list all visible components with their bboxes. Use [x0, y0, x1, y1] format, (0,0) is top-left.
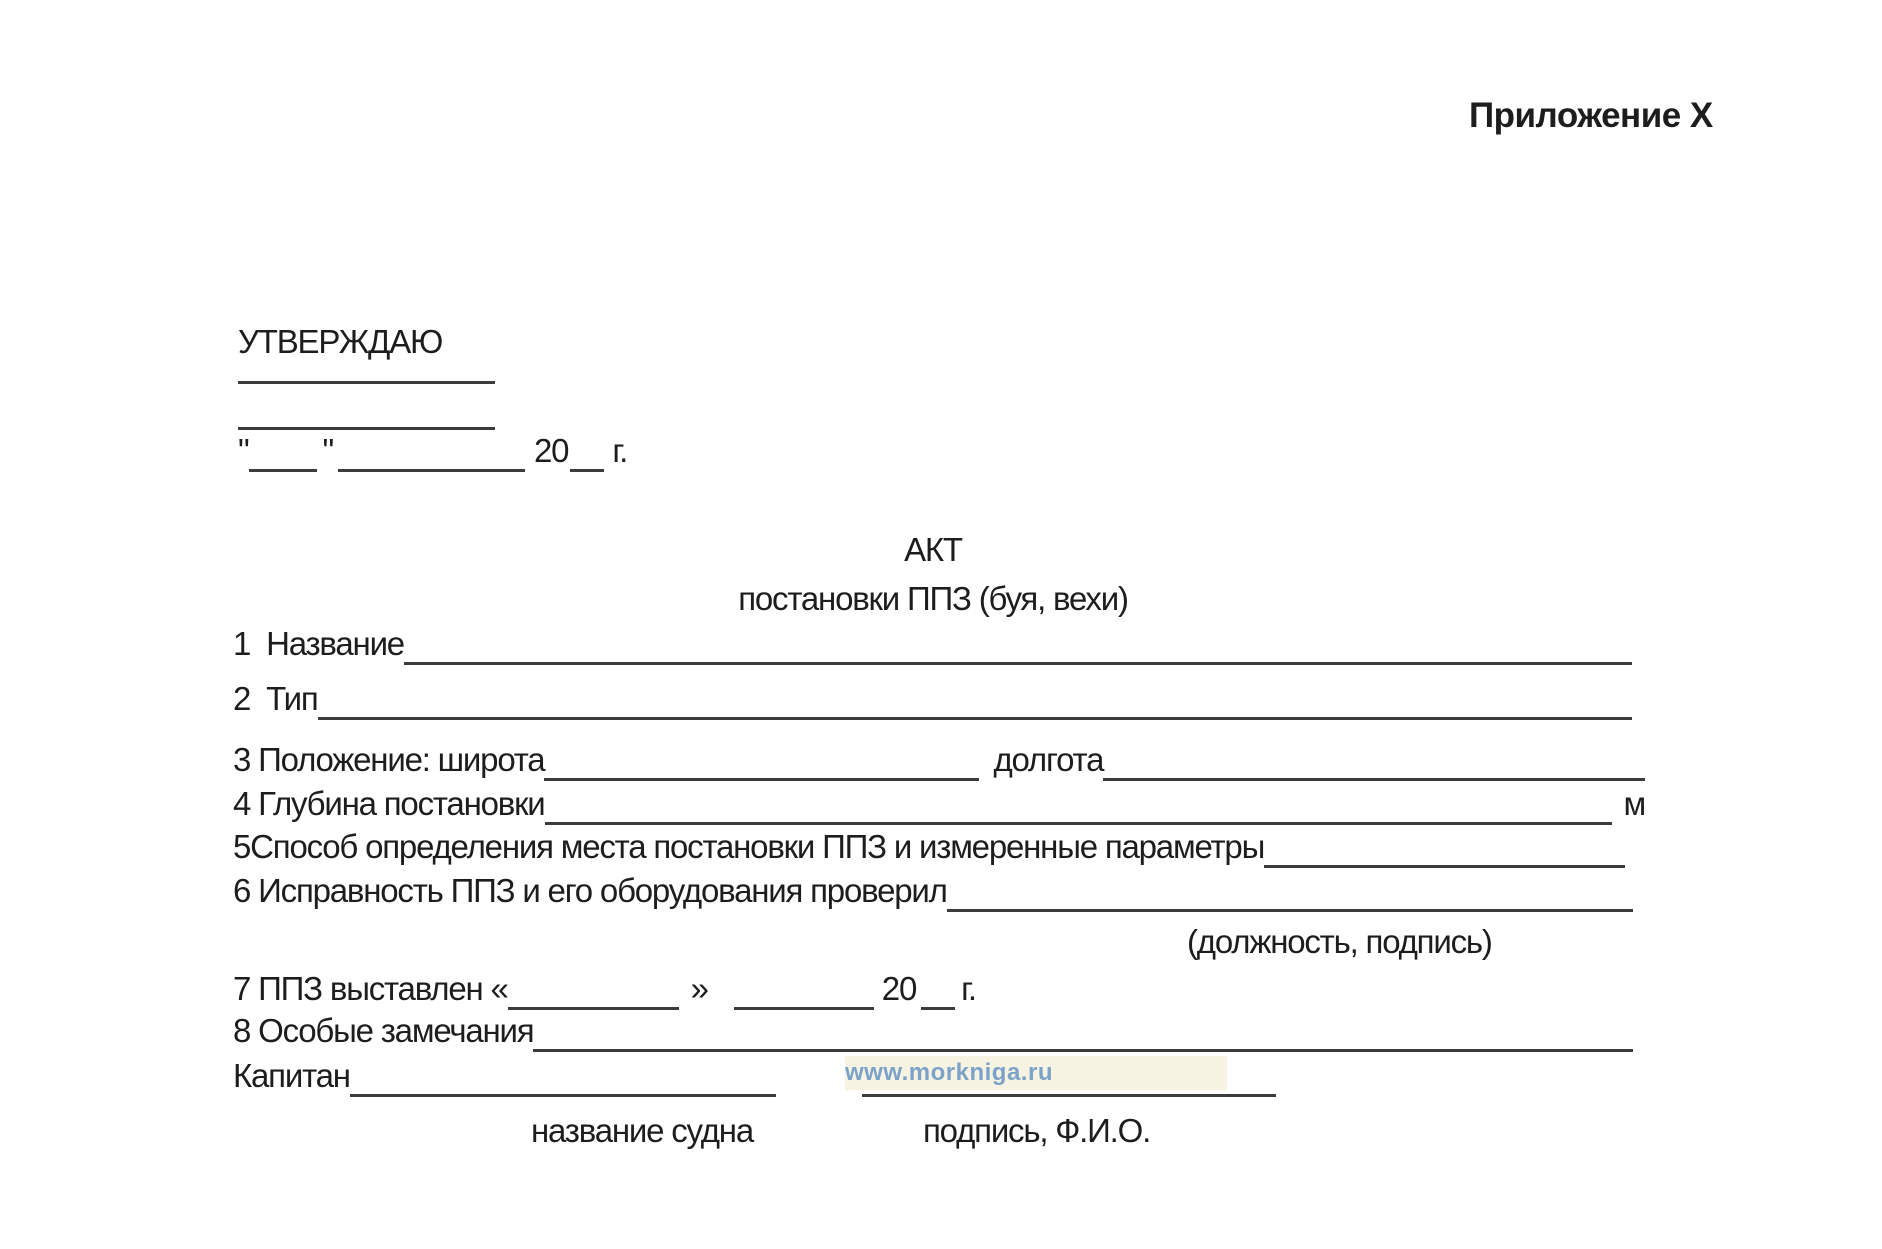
close-guillemet: » [690, 970, 708, 1007]
year-suffix: г. [612, 432, 628, 469]
signature-fio-caption: подпись, Ф.И.О. [923, 1112, 1151, 1149]
approval-title: УТВЕРЖДАЮ [238, 323, 443, 360]
year-suffix: г. [961, 970, 976, 1007]
blank-line [734, 968, 874, 1010]
approval-date-row [238, 430, 627, 472]
watermark-url: www.morkniga.ru [845, 1056, 1227, 1090]
form-line-2 [233, 678, 1632, 720]
form-line-3 [233, 739, 1645, 781]
blank-line [570, 430, 604, 472]
form-line-6 [233, 870, 1633, 912]
open-quote: " [238, 432, 249, 469]
blank-line [1264, 826, 1625, 868]
field-label-placed: 7 ППЗ выставлен « [233, 970, 508, 1007]
blank-line [318, 678, 1632, 720]
blank-line [508, 968, 679, 1010]
field-label-longitude: долгота [993, 741, 1104, 778]
depth-unit: м [1623, 785, 1645, 822]
form-line-1 [233, 623, 1632, 665]
blank-line [350, 1055, 776, 1097]
blank-line [545, 783, 1612, 825]
captain-label: Капитан [233, 1057, 350, 1094]
field-label-method: 5Способ определения места постановки ППЗ и измеренные параметры [233, 828, 1265, 865]
field-label-latitude: 3 Положение: широта [233, 741, 545, 778]
blank-line [921, 968, 955, 1010]
close-quote: " [322, 432, 334, 469]
year-century: 20 [881, 970, 917, 1007]
position-signature-caption: (должность, подпись) [1187, 923, 1492, 960]
blank-line [249, 430, 317, 472]
field-label-remarks: 8 Особые замечания [233, 1012, 534, 1049]
form-line-8 [233, 1010, 1633, 1052]
doc-title: АКТ [904, 531, 962, 568]
blank-line [544, 739, 979, 781]
form-line-7 [233, 968, 976, 1010]
form-line-4 [233, 783, 1645, 825]
appendix-label: Приложение X [1469, 96, 1713, 135]
field-label-name: 1 Название [233, 625, 404, 662]
blank-line [404, 623, 1632, 665]
field-label-type: 2 Тип [233, 680, 318, 717]
doc-subtitle: постановки ППЗ (буя, вехи) [738, 580, 1128, 617]
form-line-5 [233, 826, 1625, 868]
blank-line [338, 430, 525, 472]
blank-line [947, 870, 1633, 912]
field-label-checked-by: 6 Исправность ППЗ и его оборудования проверил [233, 872, 947, 909]
blank-line [533, 1010, 1633, 1052]
blank-line [1103, 739, 1645, 781]
vessel-name-caption: название судна [531, 1112, 753, 1149]
year-century: 20 [534, 432, 569, 469]
field-label-depth: 4 Глубина постановки [233, 785, 545, 822]
blank-line [238, 381, 495, 384]
